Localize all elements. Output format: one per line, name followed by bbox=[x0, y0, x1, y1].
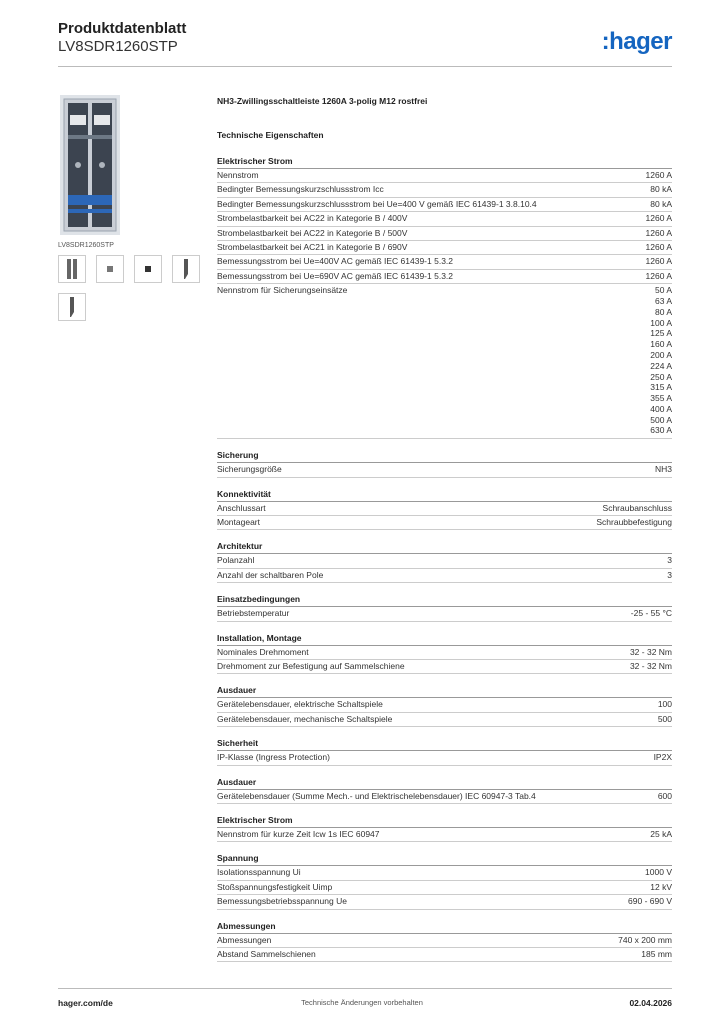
spec-row bbox=[217, 463, 672, 477]
spec-row bbox=[217, 607, 672, 621]
spec-value-item: 100 A bbox=[650, 317, 672, 328]
section-title: Spannung bbox=[217, 852, 672, 866]
spec-row bbox=[217, 790, 672, 804]
spec-value-item: 63 A bbox=[654, 295, 672, 306]
product-media bbox=[58, 95, 198, 321]
thumbnail-gallery bbox=[58, 255, 198, 321]
thumbnail-5[interactable] bbox=[58, 293, 86, 321]
spec-row bbox=[217, 255, 672, 269]
spec-value: 500 bbox=[657, 713, 672, 724]
spec-label: Nominales Drehmoment bbox=[217, 646, 309, 657]
spec-row bbox=[217, 241, 672, 255]
spec-row bbox=[217, 934, 672, 948]
spec-label: Abstand Sammelschienen bbox=[217, 948, 316, 959]
product-image bbox=[60, 95, 120, 235]
hager-logo: :hager bbox=[601, 28, 672, 55]
section-title: Elektrischer Strom bbox=[217, 155, 672, 169]
thumbnail-3[interactable] bbox=[134, 255, 162, 283]
spec-label: Nennstrom bbox=[217, 170, 259, 180]
spec-label: Abmessungen bbox=[217, 934, 272, 945]
spec-value: 1260 A bbox=[645, 170, 672, 180]
spec-value: 600 bbox=[657, 790, 672, 801]
spec-row bbox=[217, 212, 672, 226]
product-name: NH3-Zwillingsschaltleiste 1260A 3-polig M12 rostfrei bbox=[217, 96, 428, 106]
spec-row bbox=[217, 751, 672, 765]
spec-value: 32 - 32 Nm bbox=[629, 646, 672, 657]
header bbox=[58, 20, 186, 56]
spec-row bbox=[217, 198, 672, 212]
spec-row bbox=[217, 895, 672, 909]
spec-value: 1000 V bbox=[645, 867, 672, 878]
section-title: Elektrischer Strom bbox=[217, 814, 672, 828]
spec-value: 100 bbox=[657, 699, 672, 710]
spec-value: Schraubanschluss bbox=[602, 502, 672, 513]
spec-label: Bemessungsstrom bei Ue=690V AC gemäß IEC 61439-1 5.3.2 bbox=[217, 270, 454, 281]
spec-value: Schraubbefestigung bbox=[596, 517, 672, 528]
product-image-caption: LV8SDR1260STP bbox=[58, 242, 114, 249]
footer-disclaimer: Technische Änderungen vorbehalten bbox=[301, 998, 423, 1007]
footer-date: 02.04.2026 bbox=[629, 998, 672, 1008]
spec-row bbox=[217, 569, 672, 583]
footer-website-link[interactable]: hager.com/de bbox=[58, 998, 113, 1008]
spec-value: 1260 A bbox=[645, 270, 672, 281]
spec-label: Strombelastbarkeit bei AC22 in Kategorie B / 400V bbox=[217, 213, 408, 224]
spec-value-item: 224 A bbox=[650, 360, 672, 371]
spec-row bbox=[217, 828, 672, 842]
spec-label: Bedingter Bemessungskurzschlussstrom bei Ue=400 V gemäß IEC 61439-1 3.8.10.4 bbox=[217, 198, 537, 209]
spec-value: 80 kA bbox=[650, 184, 672, 195]
spec-row bbox=[217, 227, 672, 241]
section-title: Abmessungen bbox=[217, 920, 672, 934]
spec-label: IP-Klasse (Ingress Protection) bbox=[217, 752, 330, 763]
spec-value: 12 kV bbox=[650, 881, 672, 892]
footer-divider bbox=[58, 988, 672, 989]
section-title: Sicherung bbox=[217, 449, 672, 463]
section-title: Installation, Montage bbox=[217, 632, 672, 646]
spec-table bbox=[217, 96, 672, 962]
product-code: LV8SDR1260STP bbox=[58, 38, 178, 55]
spec-row bbox=[217, 660, 672, 674]
thumbnail-1[interactable] bbox=[58, 255, 86, 283]
spec-label: Bemessungsstrom bei Ue=400V AC gemäß IEC 61439-1 5.3.2 bbox=[217, 256, 454, 267]
spec-value-item: 355 A bbox=[650, 393, 672, 404]
header-divider bbox=[58, 66, 672, 67]
spec-value: IP2X bbox=[653, 752, 672, 763]
spec-row bbox=[217, 866, 672, 880]
section-title: Einsatzbedingungen bbox=[217, 593, 672, 607]
spec-row bbox=[217, 183, 672, 197]
spec-value: 3 bbox=[667, 555, 672, 566]
spec-label: Nennstrom für Sicherungseinsätze bbox=[217, 285, 348, 296]
product-image-drawing bbox=[60, 95, 120, 235]
spec-value-item: 50 A bbox=[654, 285, 672, 296]
spec-label: Stoßspannungsfestigkeit Uimp bbox=[217, 881, 333, 892]
spec-row bbox=[217, 502, 672, 516]
spec-value: 1260 A bbox=[645, 256, 672, 267]
spec-row bbox=[217, 169, 672, 183]
spec-label: Gerätelebensdauer, mechanische Schaltspiele bbox=[217, 713, 393, 724]
spec-value: 1260 A bbox=[645, 227, 672, 238]
spec-label: Nennstrom für kurze Zeit Icw 1s IEC 60947 bbox=[217, 828, 380, 839]
spec-label: Anschlussart bbox=[217, 502, 266, 513]
spec-value: 1260 A bbox=[645, 241, 672, 252]
spec-value-item: 80 A bbox=[654, 306, 672, 317]
spec-label: Betriebstemperatur bbox=[217, 608, 290, 619]
spec-label: Anzahl der schaltbaren Pole bbox=[217, 569, 324, 580]
spec-label: Polanzahl bbox=[217, 555, 255, 566]
section-title: Sicherheit bbox=[217, 737, 672, 751]
spec-value-item: 250 A bbox=[650, 371, 672, 382]
spec-heading: Technische Eigenschaften bbox=[217, 130, 324, 140]
spec-label: Drehmoment zur Befestigung auf Sammelschiene bbox=[217, 661, 405, 672]
spec-label: Bedingter Bemessungskurzschlussstrom Icc bbox=[217, 184, 384, 195]
spec-value: NH3 bbox=[654, 464, 672, 475]
section-title: Ausdauer bbox=[217, 684, 672, 698]
spec-row bbox=[217, 516, 672, 530]
spec-value-item: 315 A bbox=[650, 382, 672, 393]
spec-label: Strombelastbarkeit bei AC22 in Kategorie B / 500V bbox=[217, 227, 408, 238]
spec-value: 690 - 690 V bbox=[628, 896, 672, 907]
section-title: Ausdauer bbox=[217, 776, 672, 790]
section-title: Architektur bbox=[217, 540, 672, 554]
spec-row bbox=[217, 698, 672, 712]
spec-value-item: 500 A bbox=[650, 414, 672, 425]
spec-row bbox=[217, 284, 672, 439]
spec-value: 185 mm bbox=[641, 948, 672, 959]
spec-value: -25 - 55 °C bbox=[630, 608, 672, 619]
spec-label: Isolationsspannung Ui bbox=[217, 867, 301, 878]
spec-value: 80 kA bbox=[650, 198, 672, 209]
spec-value-item: 125 A bbox=[650, 328, 672, 339]
thumbnail-4[interactable] bbox=[172, 255, 200, 283]
section-title: Konnektivität bbox=[217, 488, 672, 502]
spec-row bbox=[217, 646, 672, 660]
spec-row bbox=[217, 881, 672, 895]
spec-label: Montageart bbox=[217, 517, 260, 528]
spec-value-item: 200 A bbox=[650, 349, 672, 360]
spec-label: Gerätelebensdauer (Summe Mech.- und Elektrischelebensdauer) IEC 60947-3 Tab.4 bbox=[217, 790, 536, 801]
spec-row bbox=[217, 948, 672, 962]
spec-label: Gerätelebensdauer, elektrische Schaltspiele bbox=[217, 699, 383, 710]
spec-value-item: 630 A bbox=[650, 425, 672, 436]
spec-value: 3 bbox=[667, 569, 672, 580]
spec-value-item: 160 A bbox=[650, 339, 672, 350]
page-title: Produktdatenblatt bbox=[58, 20, 187, 37]
spec-label: Strombelastbarkeit bei AC21 in Kategorie B / 690V bbox=[217, 241, 408, 252]
spec-value-item: 400 A bbox=[650, 403, 672, 414]
thumbnail-2[interactable] bbox=[96, 255, 124, 283]
spec-label: Bemessungsbetriebsspannung Ue bbox=[217, 896, 347, 907]
spec-value bbox=[650, 284, 672, 436]
spec-value: 32 - 32 Nm bbox=[629, 661, 672, 672]
spec-value: 25 kA bbox=[650, 828, 672, 839]
spec-row bbox=[217, 270, 672, 284]
spec-row bbox=[217, 713, 672, 727]
spec-value: 1260 A bbox=[645, 213, 672, 224]
spec-value: 740 x 200 mm bbox=[618, 934, 672, 945]
spec-row bbox=[217, 554, 672, 568]
spec-label: Sicherungsgröße bbox=[217, 464, 282, 475]
